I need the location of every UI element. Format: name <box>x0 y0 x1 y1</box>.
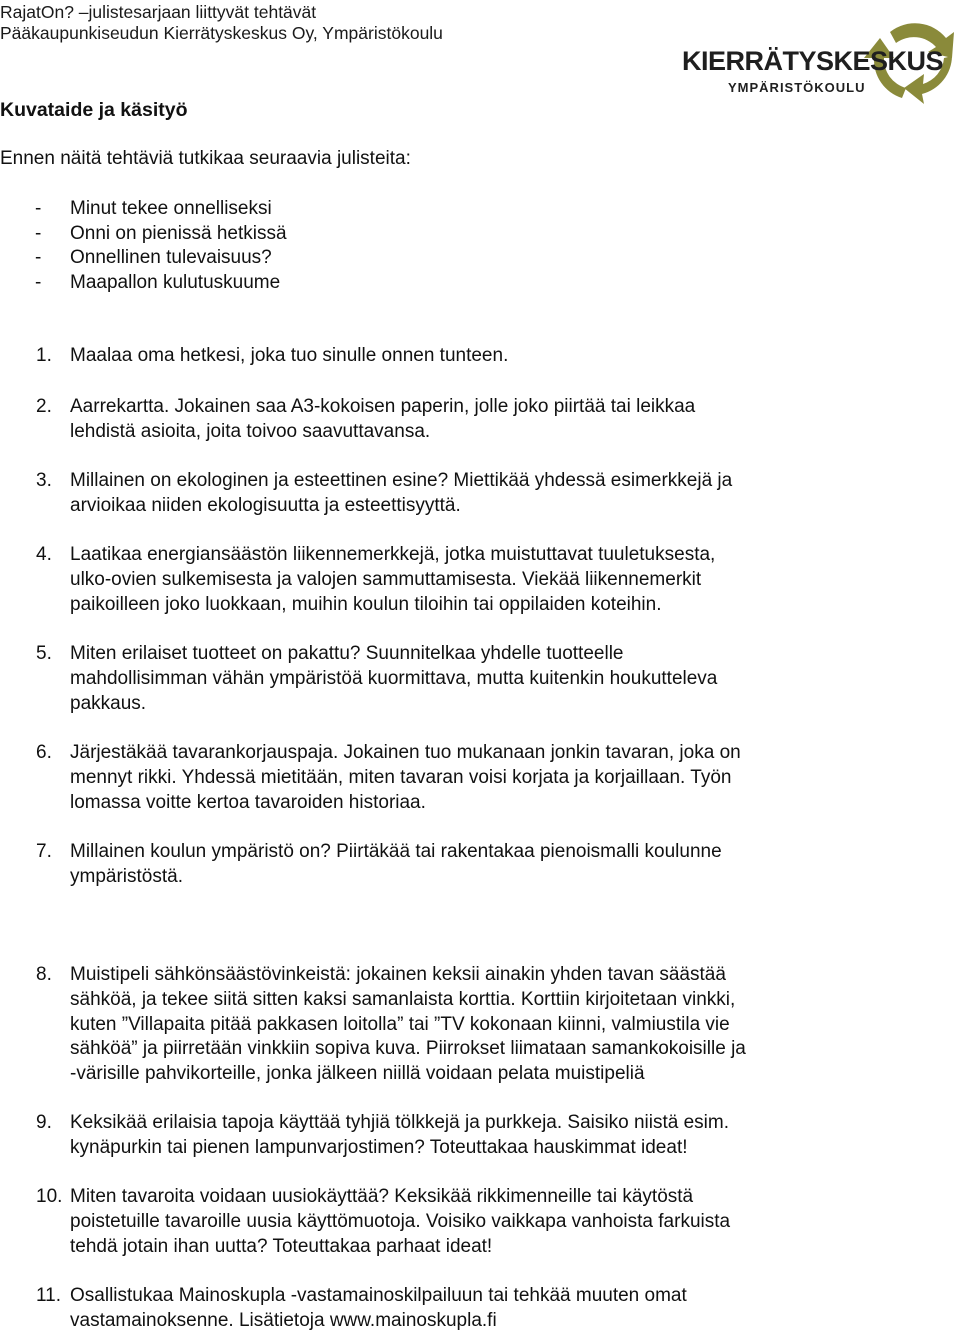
task-text-line: mennyt rikki. Yhdessä mietitään, miten tavaran voisi korjata ja korjaillaan. Työn <box>70 766 732 788</box>
task-text-line: -värisille pahvikorteille, jonka jälkeen niillä voidaan pelata muistipeliä <box>70 1063 645 1085</box>
logo-name: KIERRÄTYSKESKUS <box>682 46 944 76</box>
task-text-line: ympäristöstä. <box>70 865 183 887</box>
task-text-line: tehdä jotain ihan uutta? Toteuttakaa parhaat ideat! <box>70 1235 493 1257</box>
task-text-line: Laatikaa energiansäästön liikennemerkkejä, jotka muistuttavat tuuletuksesta, <box>70 544 716 565</box>
task-number: 2. <box>36 396 52 417</box>
task-number: 1. <box>36 345 52 366</box>
task-text-line: sähköä, ja tekee siitä sitten kaksi samanlaista korttia. Korttiin kirjoitetaan vinkki, <box>70 988 736 1010</box>
task-number: 5. <box>36 643 52 664</box>
task-number: 3. <box>36 470 52 491</box>
task-number: 11. <box>36 1285 62 1306</box>
task-text-line: Miten tavaroita voidaan uusiokäyttää? Keksikää rikkimenneille tai käytöstä <box>70 1186 694 1207</box>
task-text-line: kynäpurkin tai pienen lampunvarjostimen? Toteuttakaa hauskimmat ideat! <box>70 1136 688 1158</box>
task-number: 7. <box>36 841 52 862</box>
task-text-line: Järjestäkää tavarankorjauspaja. Jokainen tuo mukanaan jonkin tavaran, joka on <box>70 742 741 763</box>
task-text-line: pakkaus. <box>70 692 147 714</box>
task-number: 6. <box>36 742 52 763</box>
task-number: 9. <box>36 1112 52 1133</box>
task-text-line: arvioikaa niiden ekologisuutta ja esteettisyyttä. <box>70 494 461 516</box>
header-line-2: Pääkaupunkiseudun Kierrätyskeskus Oy, Ympäristökoulu <box>0 23 443 43</box>
task-text-line: Osallistukaa Mainoskupla -vastamainoskilpailuun tai tehkää muuten omat <box>70 1285 687 1306</box>
task-text-line: lomassa voitte kertoa tavaroiden historiaa. <box>70 791 426 813</box>
intro-text: Ennen näitä tehtäviä tutkikaa seuraavia julisteita: <box>0 148 411 169</box>
task-text-line: vastamainoksenne. Lisätietoja www.mainoskupla.fi <box>70 1309 497 1331</box>
task-number: 4. <box>36 544 52 565</box>
header-line-1: RajatOn? –julistesarjaan liittyvät tehtävät <box>0 2 317 22</box>
task-text-line: Millainen on ekologinen ja esteettinen esine? Miettikää yhdessä esimerkkejä ja <box>70 470 733 491</box>
task-text-line: Millainen koulun ympäristö on? Piirtäkää tai rakentakaa pienoismalli koulunne <box>70 841 722 862</box>
task-text-line: Aarrekartta. Jokainen saa A3-kokoisen paperin, jolle joko piirtää tai leikkaa <box>70 396 696 417</box>
task-number: 8. <box>36 964 52 985</box>
task-text-line: Miten erilaiset tuotteet on pakattu? Suunnitelkaa yhdelle tuotteelle <box>70 643 624 664</box>
task-text-line: Muistipeli sähkönsäästövinkeistä: jokainen keksii ainakin yhden tavan säästää <box>70 964 726 985</box>
task-text-line: Maalaa oma hetkesi, joka tuo sinulle onnen tunteen. <box>70 345 509 366</box>
poster-title: Maapallon kulutuskuume <box>70 272 281 294</box>
task-text-line: poistetuille tavaroille uusia käyttömuotoja. Voisiko vaikkapa vanhoista farkuista <box>70 1210 731 1232</box>
poster-title: Onni on pienissä hetkissä <box>70 222 287 244</box>
task-text-line: sähköä” ja piirretään vinkkiin sopiva kuva. Piirrokset liimataan samankokoisille ja <box>70 1038 746 1060</box>
task-text-line: Keksikää erilaisia tapoja käyttää tyhjiä tölkkejä ja purkkeja. Saisiko niistä esim. <box>70 1112 729 1133</box>
task-number: 10. <box>36 1186 63 1207</box>
poster-title: Minut tekee onnelliseksi <box>70 198 272 219</box>
task-text-line: mahdollisimman vähän ympäristöä kuormittava, mutta kuitenkin houkutteleva <box>70 667 718 689</box>
task-text-line: kuten ”Villapaita pitää pakkasen loitolla” tai ”TV kokonaan kiinni, valmiustila vie <box>70 1013 730 1035</box>
task-text-line: paikoilleen joko luokkaan, muihin koulun tiloihin tai oppilaiden koteihin. <box>70 593 662 615</box>
logo-sub: YMPÄRISTÖKOULU <box>728 80 866 95</box>
kierratyskeskus-logo <box>676 14 960 106</box>
task-text-line: ulko-ovien sulkemisesta ja valojen sammuttamisesta. Viekää liikennemerkit <box>70 568 702 590</box>
poster-title: Onnellinen tulevaisuus? <box>70 247 272 269</box>
task-text-line: lehdistä asioita, joita toivoo saavuttavansa. <box>70 420 431 442</box>
section-title: Kuvataide ja käsityö <box>0 99 188 121</box>
